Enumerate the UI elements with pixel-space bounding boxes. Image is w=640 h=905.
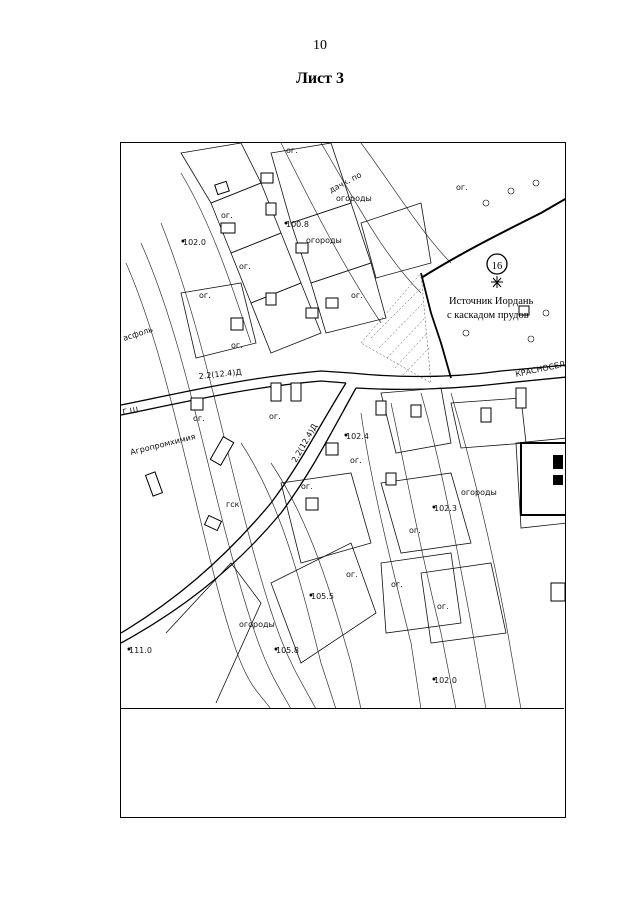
spring-icon <box>491 276 503 288</box>
spot-height-1: 102.0 <box>183 238 206 247</box>
map-labels <box>122 146 566 685</box>
label-ogorody-2: огороды <box>306 236 342 245</box>
map-frame <box>120 142 566 818</box>
label-shosse: Г.Ш <box>121 405 140 417</box>
spot-height-8: 102.0 <box>434 676 457 685</box>
sheet-title: Лист 3 <box>295 70 345 87</box>
label-og-13: ог. <box>391 580 403 589</box>
label-og-5: ог. <box>199 291 211 300</box>
map-legend-area <box>121 708 564 817</box>
label-street-right: КРАСНОСЕЛ <box>514 359 566 379</box>
spot-height-7: 111.0 <box>129 646 152 655</box>
page-number: 10 <box>313 38 327 53</box>
contour-lines <box>126 143 521 709</box>
spot-height-5: 105.5 <box>311 592 334 601</box>
marker-number: 16 <box>491 261 503 272</box>
spring-label-line1: Источник Иордань <box>449 296 534 307</box>
label-og-3: ог. <box>221 211 233 220</box>
topographic-map <box>121 143 566 709</box>
label-og-15: ог. <box>269 412 281 421</box>
spot-height-2: 100.8 <box>286 220 309 229</box>
label-road: 2.2(12.4)Д <box>289 422 320 464</box>
label-og-7: ог. <box>231 341 243 350</box>
spot-height-4: 102.3 <box>434 504 457 513</box>
dense-building-block <box>521 443 566 515</box>
label-og-6: ог. <box>351 291 363 300</box>
label-og-4: ог. <box>239 262 251 271</box>
label-ogorody-1: огороды <box>336 194 372 203</box>
label-og-11: ог. <box>409 526 421 535</box>
label-ogorody-4: огороды <box>239 620 275 629</box>
label-og-2: ог. <box>456 183 468 192</box>
label-ogorody-3: огороды <box>461 488 497 497</box>
label-gsk: гск <box>226 500 240 509</box>
label-dacha: дачк. по <box>327 170 364 195</box>
spot-height-6: 105.8 <box>276 646 299 655</box>
label-og-14: ог. <box>437 602 449 611</box>
label-road-2: 2.2(12.4)Д <box>198 367 243 381</box>
spring-label-line2: с каскадом прудов <box>447 310 529 321</box>
label-og-1: ог. <box>286 146 298 155</box>
label-og-12: ог. <box>346 570 358 579</box>
label-asfalt: асфоль <box>121 324 154 343</box>
spot-height-3: 102.4 <box>346 432 369 441</box>
label-og-10: ог. <box>301 482 313 491</box>
hatched-slope <box>361 273 431 383</box>
label-agroprom: Агропромхимия <box>129 432 197 457</box>
label-og-9: ог. <box>350 456 362 465</box>
label-og-8: ог. <box>193 414 205 423</box>
